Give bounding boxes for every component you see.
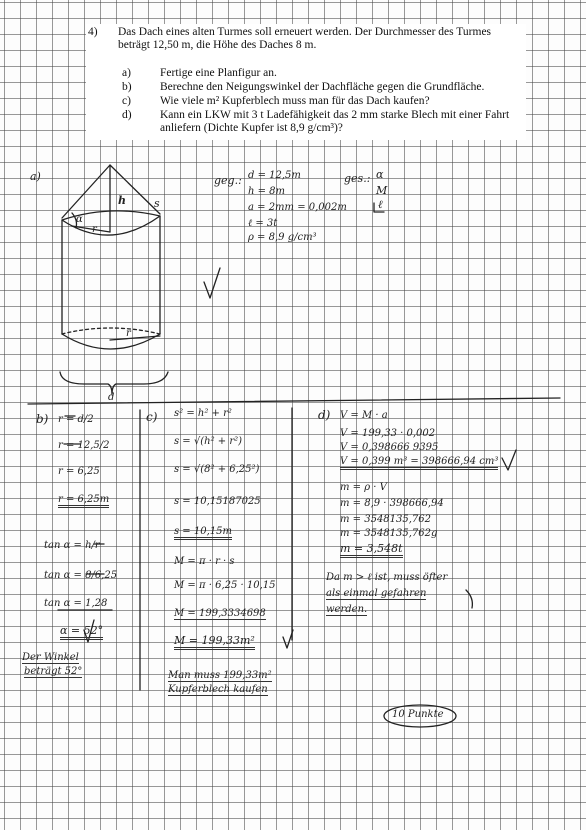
part-d-line-7: m = 3548135,762 (340, 514, 432, 525)
check-a (204, 268, 220, 298)
part-b-line-6: tan α = 8/6,25 (44, 570, 118, 581)
wanted-label: ges.: (344, 172, 371, 185)
score-text: 10 Punkte (392, 709, 444, 720)
part-c-line-5: s = 10,15m (174, 526, 232, 540)
figure-d-label: d (108, 392, 115, 403)
figure-alpha-label: α (76, 214, 83, 225)
given-d: d = 12,5m (248, 170, 301, 181)
part-c-result: M = 199,33m² (174, 634, 255, 650)
part-b-answer-2: beträgt 52° (24, 666, 83, 677)
part-b-answer-1: Der Winkel (22, 652, 79, 663)
part-d-answer-1: Da m > ℓ ist, muss öfter (326, 572, 448, 583)
part-d-line-5: m = ρ · V (340, 482, 387, 493)
given-label: geg.: (214, 174, 242, 187)
part-c-line-2: s = √(h² + r²) (174, 436, 243, 447)
part-c-line-4: s = 10,15187025 (174, 496, 261, 507)
part-b-line-5: tan α = h/r (44, 540, 100, 551)
given-rho: ρ = 8,9 g/cm³ (248, 232, 317, 243)
part-d-result: m = 3,548t (340, 542, 403, 558)
check-d2 (466, 590, 472, 608)
item-a-text: Fertige eine Planfigur an. (160, 67, 277, 79)
figure-r-bottom-label: r (126, 328, 131, 339)
part-c-answer-1: Man muss 199,33m² (168, 670, 272, 681)
part-c-line-8: M = 199,3334698 (174, 608, 266, 619)
part-d-answer-2: als einmal gefahren (326, 588, 427, 599)
check-d (502, 450, 516, 470)
part-d-answer-3: werden. (326, 604, 368, 615)
roof-cone (62, 165, 160, 218)
part-d-label: d) (318, 408, 331, 422)
part-b-label: b) (36, 412, 49, 426)
part-d-line-4: V = 0,399 m³ = 398666,94 cm³ (340, 456, 498, 470)
part-d-line-8: m = 3548135,762g (340, 528, 438, 539)
bottom-ellipse (62, 334, 160, 349)
part-c-line-1: s² = h² + r² (174, 408, 232, 419)
wanted-m: M (376, 184, 388, 197)
part-b-result: α = 52° (60, 624, 103, 640)
part-b-line-1: r = d/2 (58, 414, 94, 425)
part-c-line-3: s = √(8² + 6,25²) (174, 464, 260, 475)
item-c-label: c) (122, 95, 131, 107)
item-d-text: Kann ein LKW mit 3 t Ladefähigkeit das 2 mm starke Blech mit einer Fahrt anliefern (Dichte Kupfer ist 8,9 g/cm³)? (160, 109, 510, 134)
item-b-label: b) (122, 81, 132, 93)
figure-s-label: s (154, 197, 160, 210)
figure-r-top-label: r (92, 224, 97, 235)
part-c-label: c) (146, 410, 158, 424)
item-b-text: Berechne den Neigungswinkel der Dachfläche gegen die Grundfläche. (160, 81, 485, 93)
part-b-line-7: tan α = 1,28 (44, 598, 108, 609)
diameter-brace (60, 372, 168, 394)
part-d-line-1: V = M · a (340, 410, 388, 421)
given-h: h = 8m (248, 186, 286, 197)
given-l: ℓ = 3t (248, 218, 278, 229)
task-text: Das Dach eines alten Turmes soll erneuert werden. Der Durchmesser des Turmes beträgt 12,50 m, die Höhe des Daches 8 m. (118, 26, 492, 51)
item-c-text: Wie viele m² Kupferblech muss man für das Dach kaufen? (160, 95, 430, 107)
part-c-line-6: M = π · r · s (174, 556, 235, 567)
wanted-alpha: α (376, 168, 384, 181)
part-b-line-3: r = 6,25 (58, 466, 100, 477)
part-b-line-4: r = 6,25m (58, 494, 109, 508)
given-a: a = 2mm = 0,002m (248, 202, 347, 213)
part-a-label: a) (30, 170, 41, 183)
wanted-l: ℓ (378, 198, 383, 211)
task-number: 4) (88, 26, 98, 38)
item-d-label: d) (122, 109, 132, 121)
item-a-label: a) (122, 67, 131, 79)
part-c-answer-2: Kupferblech kaufen (168, 684, 268, 695)
part-c-line-7: M = π · 6,25 · 10,15 (174, 580, 276, 591)
part-d-line-3: V = 0,398666 9395 (340, 442, 439, 453)
figure-h-label: h (118, 194, 126, 207)
part-b-line-2: r = 12,5/2 (58, 440, 110, 451)
part-d-line-2: V = 199,33 · 0,002 (340, 428, 436, 439)
part-d-line-6: m = 8,9 · 398666,94 (340, 498, 444, 509)
